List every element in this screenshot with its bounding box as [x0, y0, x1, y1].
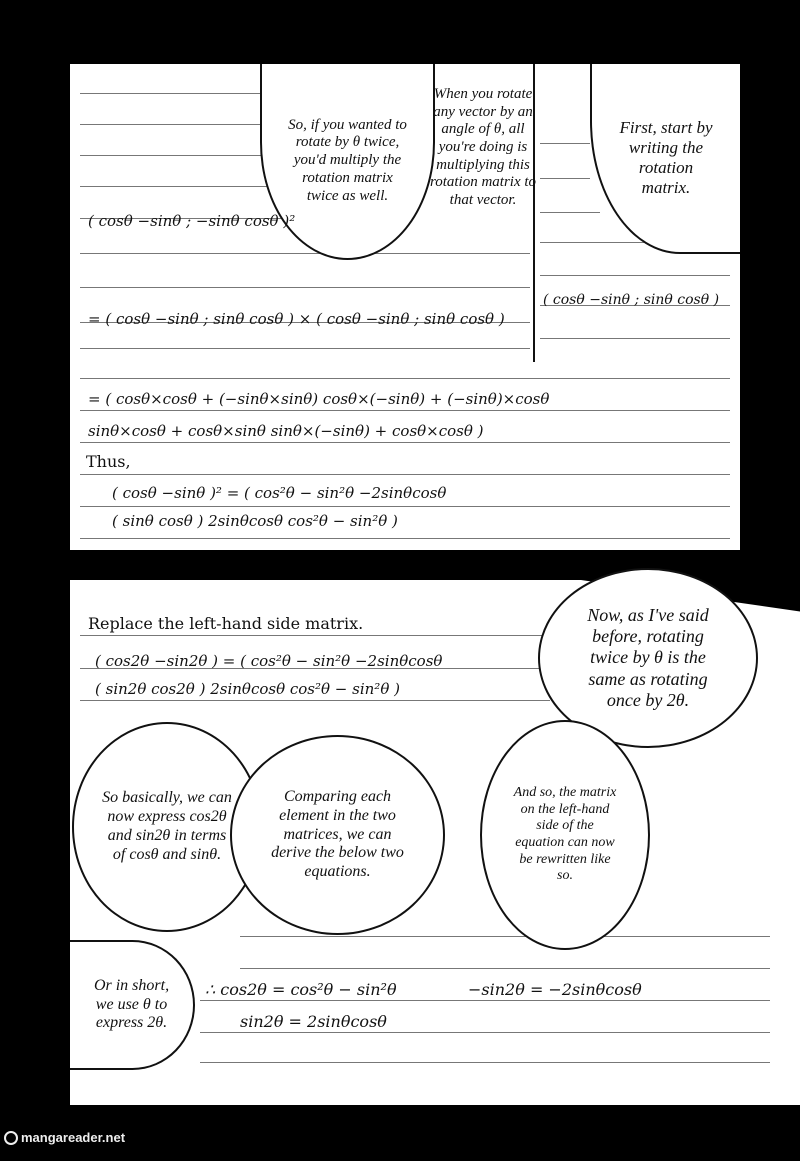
math-replace-row1: ( cos2θ −sin2θ ) = ( cos²θ − sin²θ −2sinθcosθ [95, 652, 443, 670]
speech-text: So basically, we can now express cos2θ and sin2θ in terms of cosθ and sinθ. [102, 789, 232, 863]
speech-text: Or in short, we use θ to express 2θ. [93, 976, 170, 1032]
math-rot-matrix: ( cosθ −sinθ ; sinθ cosθ ) [543, 292, 720, 308]
math-eq-cos2: ∴ cos2θ = cos²θ − sin²θ [205, 980, 397, 999]
math-replace-row2: ( sin2θ cos2θ ) 2sinθcosθ cos²θ − sin²θ ) [95, 680, 400, 698]
speech-bubble-comparing [230, 735, 445, 935]
speech-text: First, start by writing the rotation matrix. [619, 117, 713, 198]
speech-bubble-or-short [70, 940, 195, 1070]
math-result-row2: ( sinθ cosθ ) 2sinθcosθ cos²θ − sin²θ ) [112, 512, 398, 530]
speech-text: So, if you wanted to rotate by θ twice, you'd multiply the rotation matrix twice as well. [288, 116, 407, 204]
math-replace-label: Replace the left-hand side matrix. [88, 614, 364, 633]
watermark [4, 1130, 125, 1145]
speech-text: Comparing each element in the two matrices, we can derive the below two equations. [271, 787, 404, 881]
speech-bubble-and-so [480, 720, 650, 950]
math-expanded-row1: = ( cosθ×cosθ + (−sinθ×sinθ) cosθ×(−sinθ) + (−sinθ)×cosθ [88, 390, 550, 408]
watermark-text: mangareader.net [21, 1130, 126, 1145]
math-eq-neg-sin2: −sin2θ = −2sinθcosθ [468, 980, 642, 999]
math-expanded-row2: sinθ×cosθ + cosθ×sinθ sinθ×(−sinθ) + cosθ×cosθ ) [88, 422, 484, 440]
math-result-row1: ( cosθ −sinθ )² = ( cos²θ − sin²θ −2sinθcosθ [112, 484, 447, 502]
math-thus: Thus, [86, 452, 131, 471]
speech-text: Now, as I've said before, rotating twice by θ is the same as rotating once by 2θ. [587, 604, 709, 710]
math-rot-matrix-squared: ( cosθ −sinθ ; −sinθ cosθ )² [88, 212, 296, 230]
speech-text: And so, the matrix on the left-hand side of the equation can now be rewritten like so. [513, 785, 617, 884]
math-product: = ( cosθ −sinθ ; sinθ cosθ ) × ( cosθ −sinθ ; sinθ cosθ ) [88, 310, 505, 328]
watermark-logo-icon [4, 1131, 18, 1145]
math-eq-sin2: sin2θ = 2sinθcosθ [240, 1012, 387, 1031]
narration-rotate-any: When you rotate any vector by an angle of θ, all you're doing is multiplying this rotation matrix to that vector. [429, 86, 537, 209]
